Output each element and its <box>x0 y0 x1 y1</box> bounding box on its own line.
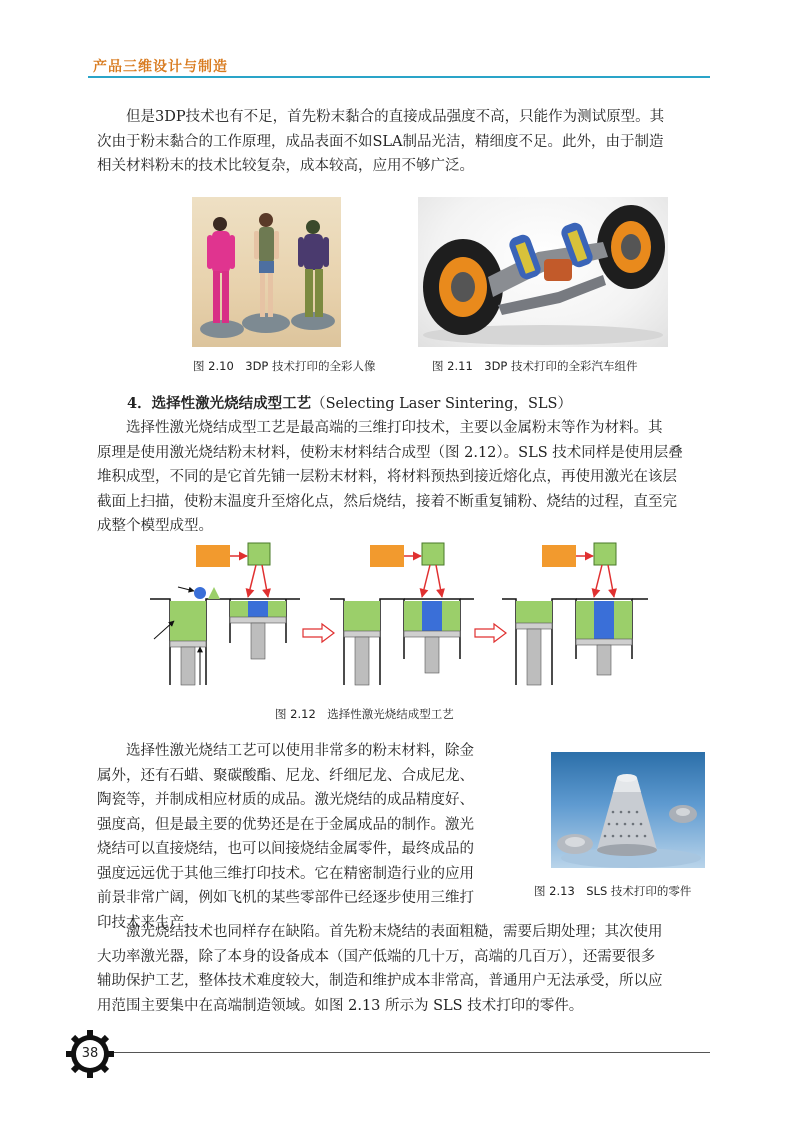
text-line: 大功率激光器，除了本身的设备成本（国产低端的几十万，高端的几百万），还需要很多 <box>97 948 656 965</box>
text-line: 次由于粉末黏合的工作原理，成品表面不如SLA制品光洁，精细度不足。此外，由于制造 <box>97 133 664 150</box>
section-heading-en: （Selecting Laser Sintering，SLS） <box>311 396 572 412</box>
photo-full-color-figurines <box>192 197 341 347</box>
text-line: 陶瓷等，并制成相应材质的成品。激光烧结的成品精度好、 <box>97 792 474 808</box>
section-heading-sls <box>127 392 572 413</box>
text-line: 选择性激光烧结工艺可以使用非常多的粉末材料，除金 <box>126 743 474 759</box>
page-number: 38 <box>81 1046 99 1061</box>
figure-caption-2-10: 图 2.10 3DP 技术打印的全彩人像 <box>193 359 376 373</box>
figure-caption-2-11: 图 2.11 3DP 技术打印的全彩汽车组件 <box>432 359 638 373</box>
figure-caption-2-13: 图 2.13 SLS 技术打印的零件 <box>534 884 692 898</box>
footer-rule <box>112 1052 710 1053</box>
sls-stage-3 <box>502 543 648 685</box>
text-line: 截面上扫描，使粉末温度升至熔化点，然后烧结，接着不断重复铺粉、烧结的过程，直至完 <box>97 493 677 510</box>
sls-stage-1 <box>150 543 300 685</box>
text-line: 烧结可以直接烧结，也可以间接烧结金属零件，最终成品的 <box>97 841 474 857</box>
text-line: 相关材料粉末的技术比较复杂，成本较高，应用不够广泛。 <box>97 158 474 174</box>
text-line: 强度远远优于其他三维打印技术。它在精密制造行业的应用 <box>97 865 474 882</box>
text-line: 辅助保护工艺，整体技术难度较大，制造和维护成本非常高，普通用户无法承受，所以应 <box>97 973 663 989</box>
text-line: 堆积成型，不同的是它首先铺一层粉末材料，将材料预热到接近熔化点，再使用激光在该层 <box>97 469 677 485</box>
diagram-sls-process <box>150 535 650 695</box>
text-line: 选择性激光烧结成型工艺是最高端的三维打印技术，主要以金属粉末等作为材料。其 <box>126 420 663 436</box>
text-line: 原理是使用激光烧结粉末材料，使粉末材料结合成型（图 2.12）。SLS 技术同样是使用层叠 <box>97 444 683 461</box>
text-line: 强度高，但是最主要的优势还是在于金属成品的制作。激光 <box>97 816 474 833</box>
text-line: 印技术来生产。 <box>97 914 199 931</box>
text-line: 成整个模型成型。 <box>97 518 213 534</box>
text-line: 但是3DP技术也有不足，首先粉末黏合的直接成品强度不高，只能作为测试原型。其 <box>126 109 665 125</box>
section-heading-cn: 4．选择性激光烧结成型工艺 <box>127 395 312 412</box>
running-header-title: 产品三维设计与制造 <box>93 59 228 75</box>
figure-caption-2-12: 图 2.12 选择性激光烧结成型工艺 <box>275 707 454 721</box>
paragraph-sls-materials <box>97 739 527 935</box>
text-line: 用范围主要集中在高端制造领域。如图 2.13 所示为 SLS 技术打印的零件。 <box>97 997 584 1014</box>
photo-sls-printed-parts <box>551 752 705 868</box>
text-line: 前景非常广阔，例如飞机的某些零部件已经逐步使用三维打 <box>97 890 474 906</box>
paragraph-sls-drawbacks <box>97 920 709 1018</box>
sls-stage-2 <box>330 543 474 685</box>
text-line: 属外，还有石蜡、聚碳酸酯、尼龙、纤细尼龙、合成尼龙、 <box>97 767 474 784</box>
paragraph-sls-principle <box>97 416 709 539</box>
photo-full-color-car-suspension <box>418 197 668 347</box>
text-line: 激光烧结技术也同样存在缺陷。首先粉末烧结的表面粗糙，需要后期处理；其次使用 <box>126 924 663 940</box>
header-rule <box>88 76 710 78</box>
page-number-badge <box>66 1030 114 1078</box>
paragraph-3dp-drawbacks <box>97 105 709 179</box>
